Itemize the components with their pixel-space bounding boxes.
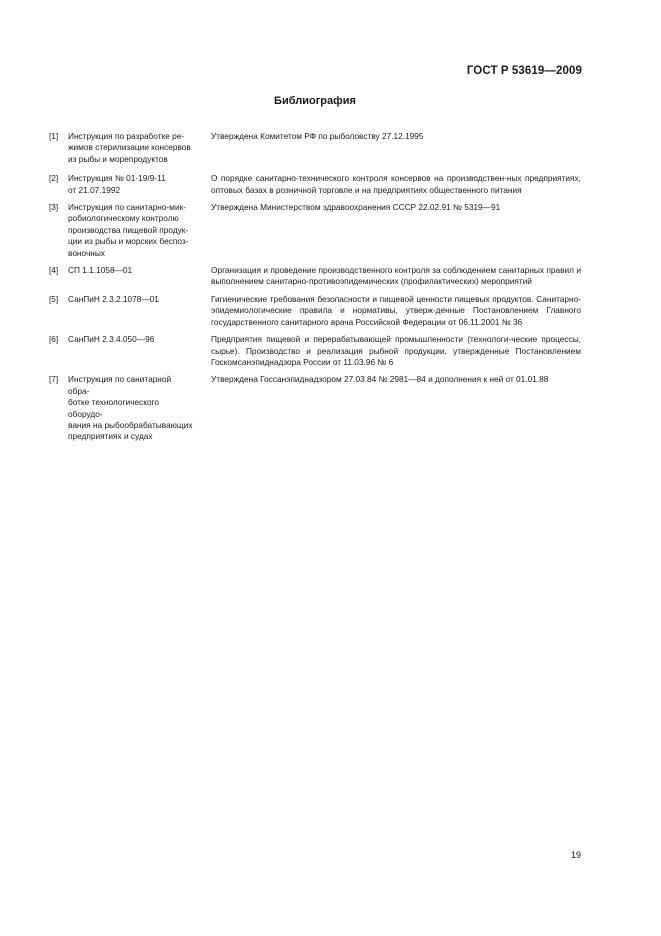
page-number: 19 <box>570 850 581 860</box>
entry-description: О порядке санитарно-технического контроля консервов на производствен-ных предприятиях, оптовых базах в розничной торговле и на предприятиях общественного питания <box>211 173 581 195</box>
entry-number: [7] <box>49 374 59 385</box>
bibliography-entry <box>49 131 581 165</box>
entry-source: СП 1.1.1058—01 <box>68 265 133 276</box>
entry-source: Инструкция № 01-19/9-11 от 21.07.1992 <box>68 173 166 195</box>
document-code: ГОСТ Р 53619—2009 <box>466 65 582 77</box>
entry-number: [1] <box>49 131 59 141</box>
entry-description: Гигиенические требования безопасности и пищевой ценности пищевых продуктов. Санитарно-эпидемиологические правила и нормативы, утверж-денные Постановлением Главного государственного санитарного врача Российской Федерации от 06.11.2001 № 36 <box>211 293 581 327</box>
entry-description: Утверждена Госсанэпиднадзором 27.03.84 № 2981—84 и дополнения к ней от 01.01.88 <box>211 374 549 385</box>
entry-source: Инструкция по санитарно-мик- робиологическому контролю производства пищевой продук- ции из рыбы и морских беспоз- воночных <box>68 202 189 258</box>
entry-source: СанПиН 2.3.4.050—96 <box>68 334 155 345</box>
entry-source: Инструкция по разработке ре- жимов стерилизации консервов из рыбы и морепродуктов <box>68 131 191 164</box>
entry-description: Организация и проведение производственного контроля за соблюдением санитарных правил и выполнением санитарно-противоэпидемических (профилактических) мероприятий <box>211 265 581 287</box>
entry-number: [4] <box>49 265 59 276</box>
entry-description: Утверждена Министерством здравоохранения СССР 22.02.91 № 5319—91 <box>211 202 501 213</box>
entry-number: [6] <box>49 334 59 345</box>
entry-source: Инструкция по санитарной обра- ботке технологического оборудо- вания на рыбообрабатывающих предприятиях и судах <box>68 374 193 442</box>
entry-description: Утверждена Комитетом РФ по рыболовству 27.12.1995 <box>211 131 424 141</box>
entry-source: СанПиН 2.3.2.1078—01 <box>68 293 159 304</box>
bibliography-entry <box>49 294 581 328</box>
bibliography-entry <box>49 334 581 368</box>
bibliography-entry <box>49 265 581 288</box>
section-title: Библиография <box>274 95 356 107</box>
entry-description: Предприятия пищевой и перерабатывающей промышленности (технологи-ческие процессы, сырье). Производство и реализация рыбной продукции, утвержденные Постановлением Госкомсанэпиднадзора России от 11.03.96 № 6 <box>211 334 581 367</box>
bibliography-entry <box>49 202 581 259</box>
entry-number: [3] <box>49 202 59 213</box>
bibliography-entry <box>49 374 581 442</box>
bibliography-list <box>49 131 581 443</box>
entry-number: [2] <box>49 173 59 184</box>
bibliography-entry <box>49 173 581 196</box>
entry-number: [5] <box>49 293 59 304</box>
